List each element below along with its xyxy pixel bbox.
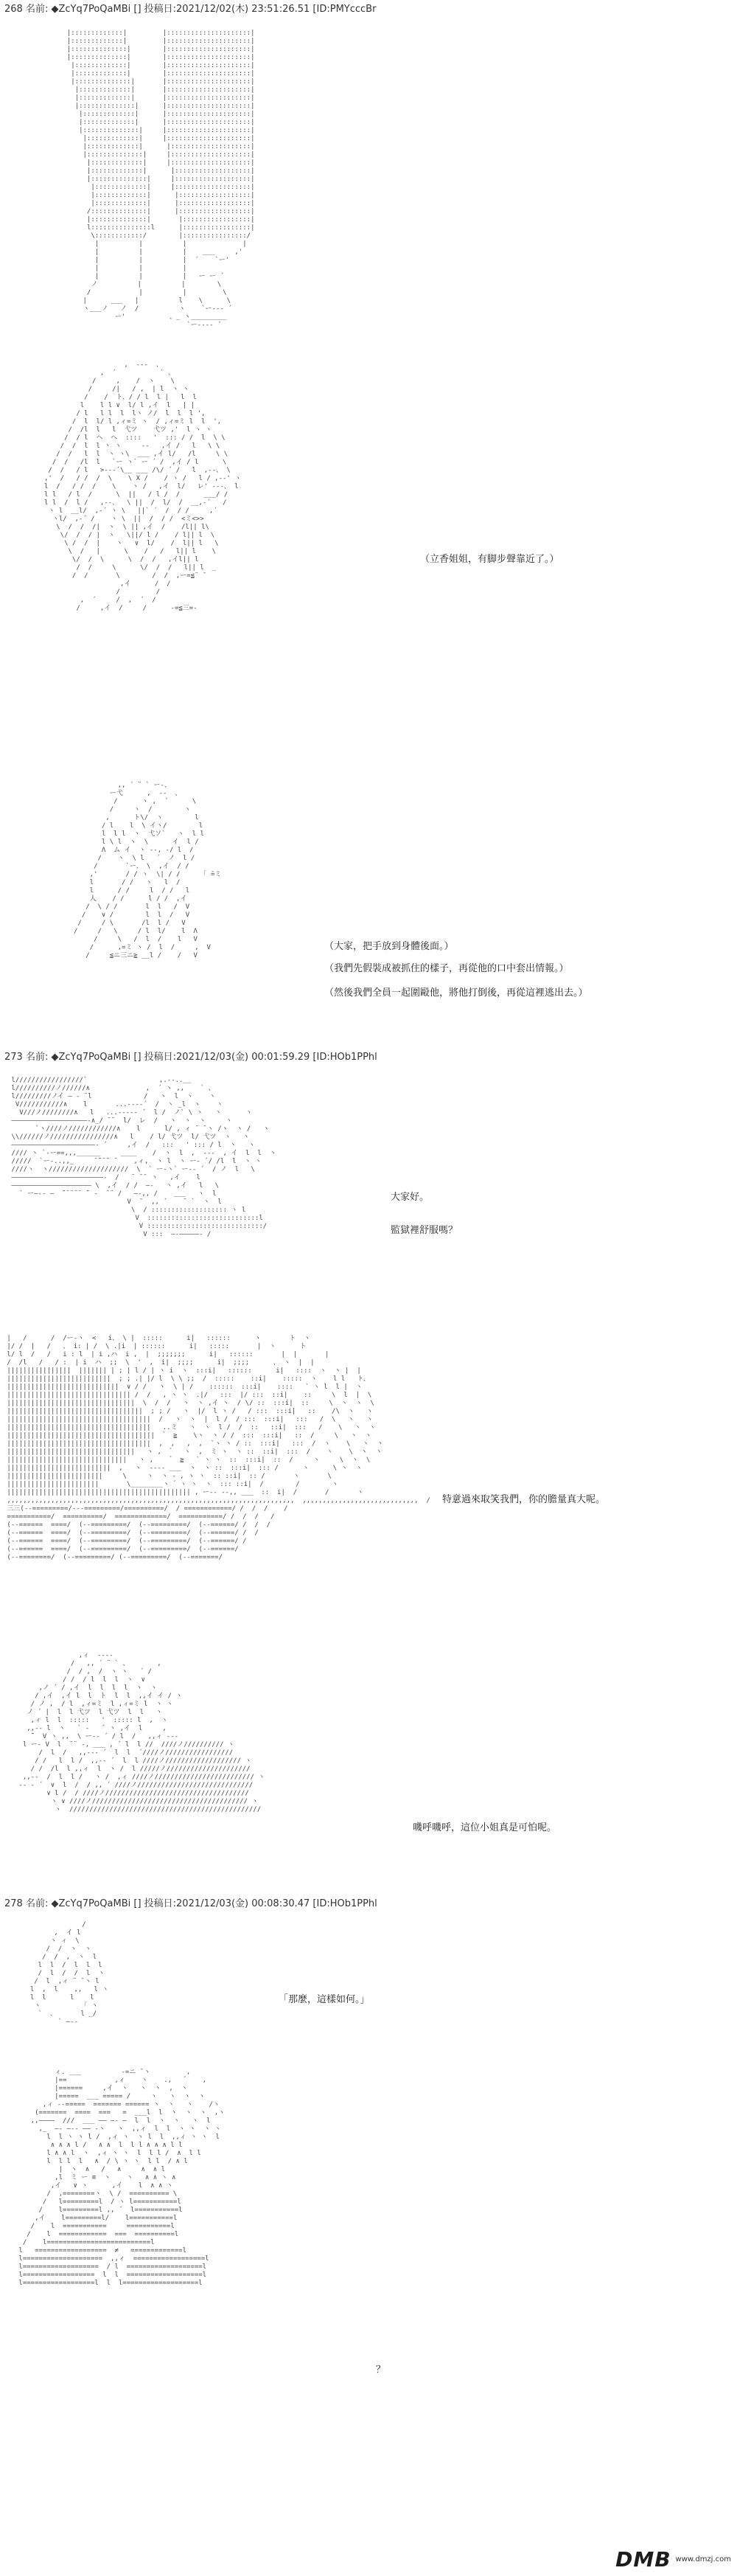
watermark-site: www.dmzj.com [675,2555,731,2563]
post-header: 273 名前: ◆ZcYq7PoQaMBi [] 投稿日:2021/12/03(金) 00:01:59.29 [ID:HOb1PPhl [4,1052,377,1063]
dialog-line: （我們先假裝成被抓住的樣子，再從他的口中套出情報。） [324,963,569,974]
watermark [615,2547,731,2572]
dialog-line: （立香姐姐，有脚步聲靠近了。） [420,554,559,565]
post-header: 278 名前: ◆ZcYq7PoQaMBi [] 投稿日:2021/12/03(金) 00:08:30.47 [ID:HOb1PPhl [4,1898,377,1909]
dialog-line: （然後我們全員一起圍毆他，將他打倒後，再從這裡逃出去。） [324,987,588,999]
ascii-art-legs: |:::::::::::::| |:::::::::::::::::::::| |:::::::::::::| |:::::::::::::::::::::| |::::::::::::::| |:::::::::::::::::::::| |::::::::::::::| |:::::::::::::::::::::| |:::::::::::::| |:::::::::::::::::::::| |:::::::::::::| |:::::::::::::::::::::| |::::::::::::::| |:::::::::::::::::::::| |:::::::::::::| |:::::::::::::::::::::| |:::::::::::::| |:::::::::::::::::::::| |::::::::::::::| |:::::::::::::::::::::| |:::::::::::::| |:::::::::::::::::::::| |:::::::::::::| |:::::::::::::::::::::| |::::::::::::::| |:::::::::::::::::::::| |:::::::::::::| |:::::::::::::::::::::| |:::::::::::::| |::::::::::::::::::::| |::::::::::::::| |::::::::::::::::::::| |:::::::::::::| |::::::::::::::::::::| |:::::::::::::| |:::::::::::::::::::| |::::::::::::::| |:::::::::::::::::::| |:::::::::::::| |:::::::::::::::::::| |:::::::::::::| |::::::::::::::::::| |:::::::::::::| |::::::::::::::::::| /::::::::::::::| |::::::::::::::::::| |::::::::::::::| |:::::::::::::::::| l:::::::::::::::l |:::::::::::::::::| \::::::::::::/ |::::::::::::::::/ | | | | | | | ___ ,' | | | ´ `ー' | | | | | | ー ー ´ ノ | | \ / | | \ | ___ | l \ \ ヽ___ノ ノ / ヽ `ー--- ´ ー' 、_ ヽ_________ `ー---- ´ [66,29,255,329]
watermark-logo: DMB [615,2547,671,2572]
ascii-art-character: , --- 、 , ´ ` 、 / , / ヽ \ / /| / , | l ヽ ヽ / / ト、/ / l l | l l l l l ∨ l/ l ,イ l | | / l l l l lヽ ノ/ l l l ', / l l/ l ,ィ=ミ ヽ / ,ィ=ミ l l ', / /l l l 弋ツ 弋ツ ,' l ヽ ヽ / / l ヘ ヘ :::: ' ::: / / l \ \ / / l l ヽ ヽ ‐‐ ,イ / l \ \ / / l l ヽ ヽ\ ___ ,イ l/ /l \ \ / / /l l `ー ヽ` ー ´ / ,イ / l \ / / / l >---´\__ ___ /\/ ´ / l ,--、 \ ,' / / / / \ \ X / / ヽ / l / ,--' ヽ l / / / / \ ヽ / ,イ l/ レ' ---、 l l l / l / \ || / l / / ___/ / l l / l / ,--、 \ || / l/ / __,-´ / ヽ l __l/ ,-´ ヽ \ ||` ´ / / / ,´ ヽl/ ,-´ / ヽ \ || / / / <ミ<>> \ / / /| ヽ \ || ,イ / /l|| l\ \/ / / | ヽ \||/ l / / l|| l \ \ / / | ヽ ∨ l/ / l|| l \ \ / | \ / / l|| l \ \/ / \ \ / / ,イl|| l / / \ \/ / / l|| l _ / / \ / / ,ー=≦¨ ̄ ,イ / / / / , ´ / , ´ / / ,イ / / -=≦三=- [44,361,242,612]
dialog-line: ？ [376,2364,386,2375]
dialog-line: 「那麼，這樣如何。」 [279,1994,370,2005]
dialog-line: 特意過來取笑我們，你的膽量真大呢。 [442,1494,606,1505]
post-header: 268 名前: ◆ZcYq7PoQaMBi [] 投稿日:2021/12/02(木) 23:51:26.51 [ID:PMYcccBr [4,4,377,15]
ascii-art-character: ,, ´ ¨ ` ー-、 ー弋 , -- 、 / ヽ , ´ \ / ヽ / ヽ , ト\/ ヽ l / l l \ イヽ/ l l l l ヽ 弋ソ` ヽ l l l \ l ヽ \ イ l / Λ ム イ ヽ ‐-, -/ l / / ヽ \ l ´ ノ l / / `ー、 \ ,イ / / ,' / / ヽ \| / / 「 ̄=ミ l / / ヽ l / l / / l / / l 人 / / l / / ,イ / \ / / l l / V / ∨ / l l / V / / \ /l l / V / / \ / l l/ l Λ / \ / l / l V / ,=ミ ヽ / l / , V / ≦ニ三ニ≧ __l / / V [74,782,222,959]
dialog-line: （大家，把手放到身體後面。） [324,941,454,952]
ascii-art-character: ィ. ___ ‐=ニ ̄ ヽ , |== ,ィ ヽ ., ゛ , |====== ,イ ヽ ヽ ヽ , ヽ |===== ___ ===== / ヽ ヽ ヽ ヽ ,ィ ‐‐===== ======= ====== ヽ ヽ ヽ /ヽ (======= ==== === = ___l l ヽ ヽ ヽ ,ヽ ,,―――― /// ___ ―― ―‐ ― l l ヽ ヽ ヽ l ,_ ―‐ ―‐‐ ―― ‐ヽ ヽ ,,ィ l l ヽ ヽ ヽ ヽ l l ヽ ヽ l / ,ィ ヽ ヽ l l ,,ィ ヽ ヽ l ∧ ∧ ∧ l / ∧ ∧ l l l ∧ ∧ ∧ l l l ∧ ∧ l ヽ ,ィ ヽ ヽ l l l / ∧ l l l l l l ∧ / \ ヽ ヽ l l / ∧ l | ヽ ∧ / ∧ ∧ ∧ l ,l ミ ー ≡ ヽ ヽ ∧ ∧ ヽ ∧ ,イ ∨ ヽ ,イ l ∧ ∧ ヽ / ,========ヽ \ / ========== \ / l=========l / ヽ l===========l / l=========l ,, ´ l===========l ,イ l=========l/ l===========l / l =========== ===========l / l ============ === ==========l / l==========================l l ================== ≠ =============l l==================== ,,ィ ==================l l=================== / l ===================l l================== l l ===================l l==================l l l===================l [18,2069,226,2287]
ascii-art-character: / , イ l ヽ ィ \ / / ヽ ヽ / / , ヽ l l l / l l l / l / / l ヽ / l ,ィ ¨ ̄ ヽ l l , l ,, l ヽ l l l l ヽ 「 ヽ ` 、 l _/ ` ―‐‐ [29,1921,109,2026]
dialog-line: 監獄裡舒服嗎？ [391,1225,458,1236]
dialog-line: 大家好。 [391,1192,430,1203]
ascii-art-character: ,ィ ‐‐‐‐ / ,, ´ ¨ ` 、 , / / , / ヽ ヽ ´ / / / / l l l ヽ ∨ ,ノ ´ / ,イ l l l l ヽ ヽ / ,イ ,イ l l ト l l ,,イ イ / ヽ / ノ , / l ,ィ=ミ l ,ィ=ミ l ヽ ヽ ノ ´ | l l 弋ツ l 弋ツ l l ヽ ,ィ l l ::::: ' ::::: l , ヽ ,,-- l ヽ ` ‐ ´ ヽ ,イ l , ̄¨ V ヽ ,, \ ー-‐ ´ / l / ,,ィ ‐‐‐ l ー‐ V l ¨¨ ‐, ___ , ´ l l // ////ノ////////// ヽ / l / ,,--- ´ l l ´////ノ///////////////// / / l l / ,,-- ´ l l ////ノ/////////////////// ヽ / / /l l ,,ィ l ヽ / l /////ノ///////////////////// ,,-‐ / l l / ヽ / ,ィ ////ノ///////////////////////// ヽ -- ‐ ´ ∨ l / / ,, ´ ////ノ///////////////////////////// ∨ l / / ////ノ//////////////////////////////////// ヽ ∨ ////ノ/////////////////////////////////////// ヽ ヽ //////////////////////////////////////////////// [18,1652,265,1813]
dialog-line: 嘰呼嘰呼，這位小姐真是可怕呢。 [413,1822,557,1833]
ascii-art-character: | / / /ー‐ヽ < i、 \ | ::::: i| :::::: ヽ ト ヽ |/ / | / 、 i: | / \ .|i | :::::: i| ::::: | ヽ ト l/ l / / i : l | i ,ハ i , | ;;;;;;; i| :::::: | | | / /l / / : | i ハ ;; \ ' , i| ;;;; i| ;;;; 、 ヽ | | |||||||||||||||| ||||||| | ; | l / | ヽ i ヽ :::i| :::::: i| :::: ヽ ヽ | | |||||||||||||||||||||||||| ; ; .| |/ l \ \ ;; / ::::: ::i| ::::: ヽ l l ト、 |||||||||||||||||||||||||||| ∨ / / ヽ \ | / :::::: :::i| :::: ` ヽ l l | ヽ ||||||||||||||||||||||||||||||| / / , ヽ ヽ .|/ ::: |/ ::: ::i| :: \ l | \ |||||||||||||||||||||||||||||||| \ / / ヽ ヽ ,イ ヽ / \/ :: :::i| :: \ ヽ ヽ \ |||||||||||||||||||||||||||||||||| ; ; / ヽ |/ l ヽ / / ::: :::i| :: /\ ヽ ヽ |||||||||||||||||||||||||||||||||||| / ヽ ヽ | l / / ::: :::i| ::: / \ ヽ ヽ |||||||||||||||||||||||||||||||||||| ..ミ ヽ ヽ l / / :: ::i| ::: / \ ヽ ヽ ||||||||||||||||||||||||||||||||||||| ゛ ≧ \ヽ ヽ / / ::: :::i| :: / \ ヽ ヽ |||||||||||||||||||||||||||||||||||| , , , , `ヽ ヽ / :: :::i| ::: / ヽ \ ヽ ヽ |||||||||||||||||||||||||||||||| ヽ , ゛ ヽ , ミ ヽ ヽ :: ::i| ::: / ヽ \ ヽ ヽ |||||||||||||||||||||||||||||| ヽ , ゛ ≧ ` ヽ ヽ :: :::i| :: / ヽ \ ヽ \ |||||||||||||||||||||||||| , ヽ ‐‐-- ___ ヽ ヽ :: :::i| ::: / ヽ \ ヽ ヽ |||||||||||||||||||||||| \ ヽ ヽ ‐ , ヽ ヽ :: ::i| :: / ヽ \ ||||||||||||||||||||||| \________ヽ ゛ヽ ヽ ヽ ::: ::i| / / ヽ |||||||||||||||||||||||||||||||||||||||||||||| , ー‐‐ --,, ___ :: i| / / ヽ ,,,,,,,,,,,,,,,,,,,,,,,,,,,,,,,,,,,,,,,,,,,,,,,,,,,,,,,,,,,,,,,,,,,,,,,, ,,,,,,,,,,,,,,,,,,,,,,,,,,,,, / / \ 三三(--=========/---=========/==========/ / ============/ / / / / ===========/ ==========/ =============/ ===========/ / / / / (--====== ====/ (--=========/ (--=========/ (--======/ / / / (--====== ====/ (--=========/ (--=========/ (--======/ / / (--====== ====/ (--=========/ (--=========/ (--======/ / (--====== ====/ (--=========/ (--=========/ (--======/ (--========/ (--=========/ (--=========/ (--=======/ [7,1335,498,1561]
ascii-art-character: l/////////////////` ,.--..__ l//////////ノ//////∧ , ´ ヽ ,, ` 、 l/////////ノイ ― ‐ ¨l / ヽ l ヽ ヽ V///////////∧ l ...---‐´ / ヽ _l ヽ ヽ V///ノ////////∧ l ...----- ´ l / ノ` \ ヽ ヽ ヽ ―――――――――――――――――――‐∧_/ ̄ ̄ l/ レ / ヽ ヽ ヽ ヽ `ヽ////ノ////////////∧ l l/ , ィ ¨ ̄ ヽ /ヽ ヽ / ヽ \\//////ノ////////////////∧ l / l/ 弋ツ l/ 弋ツ ヽ ヽ ―――――――――――――――――――――‐ ´ ,イ / ::: ' ::: / l ヽ ヽ //// ヽ `-ー==,,,______ ____ / ヽ l , ‐‐- , イ l l ヽ ///// `ー‐..,,_ ̄ ̄¨¨¨ ̄ ,ィ, ヽ l ヽ ー‐ ´/ /l l ヽ ヽ ////ヽ ヽ//////////////////// \ ` ー-ヽ` ー‐- ´ / ノ l \ ―――――――――――――――――――――――‐ / ¨ ̄ ̄ ヽ ,イ l ―――――――――――――――――――― \ ,イ / / ―‐ ヽ ,イ l \ ` ー―‐‐ ― ̄¨¨¨¨¨ ̄¨ ‐ ̄ ¨ / ―-,, / ___ ヽ l V ̄ ,, ´ ̄ ` ヽ l \ / ::::::::::::::::::: ヽ l V ::::::::::::::::::::::::::::l V :::::::::::::::::::::::::::::/ V ::: ―‐―――――‐ / [11,1077,276,1238]
